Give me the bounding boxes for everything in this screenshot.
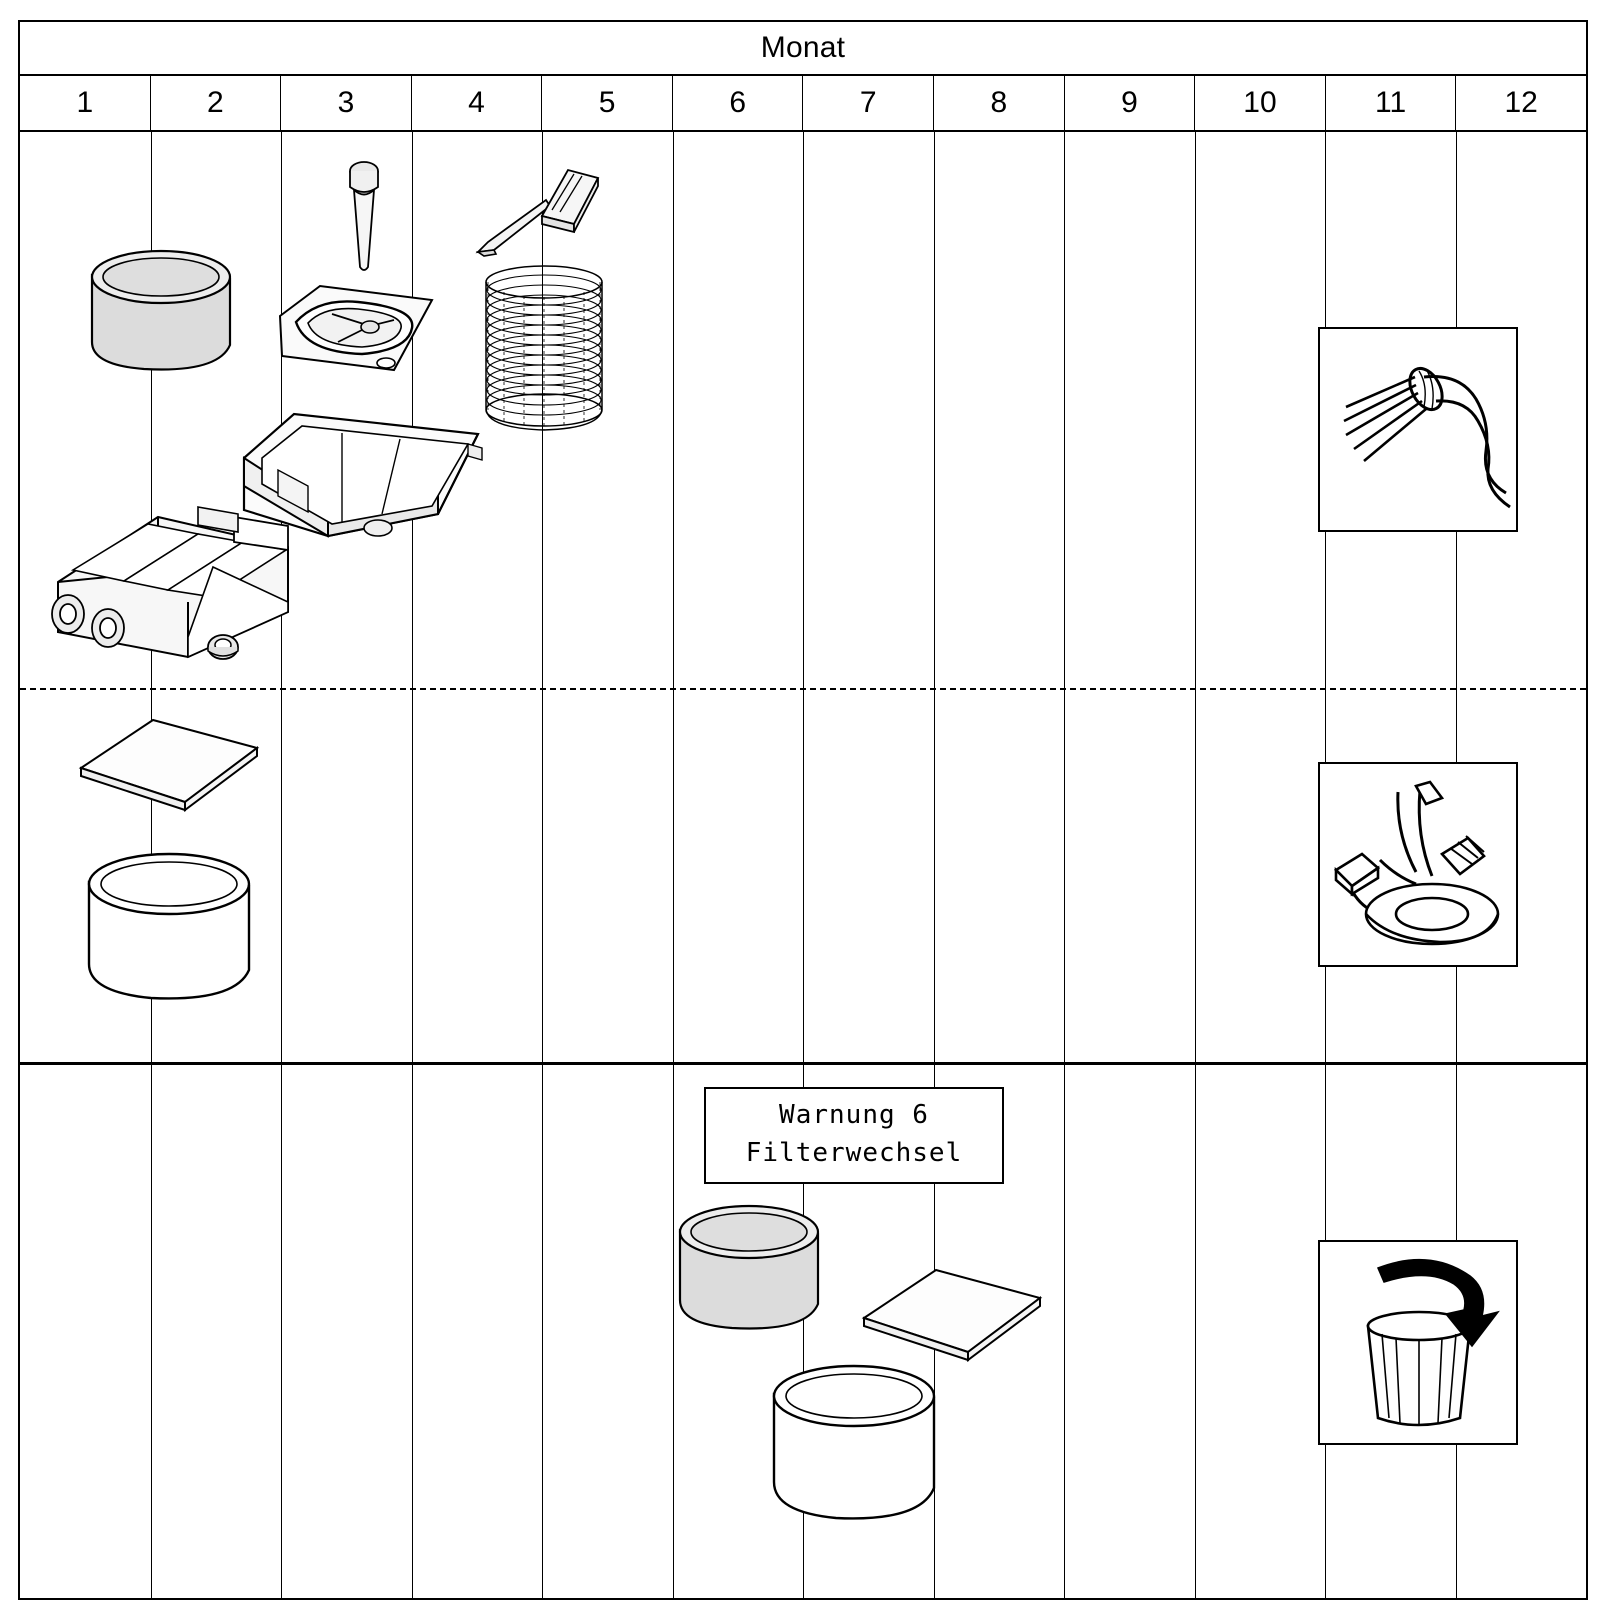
month-header-1: 1 [20, 76, 151, 130]
filter-cartridge-outline [75, 842, 265, 1022]
warning-line-2: Filterwechsel [745, 1137, 963, 1168]
column-divider-8 [1064, 132, 1065, 1598]
month-header-7: 7 [803, 76, 934, 130]
warning-line-1: Warnung 6 [779, 1100, 929, 1130]
row-divider-dashed [20, 688, 1586, 690]
filter-cartridge-grey [82, 247, 242, 387]
cone-tool [340, 157, 388, 277]
diagram-frame [18, 20, 1588, 1600]
month-header-8: 8 [934, 76, 1065, 130]
month-header-9: 9 [1065, 76, 1196, 130]
dust-container-frame [232, 400, 492, 550]
clip-bracket [534, 160, 606, 240]
column-divider-5 [673, 132, 674, 1598]
month-header-2: 2 [151, 76, 282, 130]
filter-cartridge-outline-used [760, 1354, 950, 1544]
month-header-4: 4 [412, 76, 543, 130]
month-header-10: 10 [1195, 76, 1326, 130]
brush-hose-pictogram-box [1318, 327, 1518, 532]
trash-disposal-pictogram-box [1318, 1240, 1518, 1445]
page-title: Monat [20, 22, 1586, 76]
diagram-body [20, 132, 1586, 1598]
small-screw [205, 630, 241, 664]
month-header-12: 12 [1504, 86, 1538, 119]
column-divider-9 [1195, 132, 1196, 1598]
flat-filter-sheet [75, 710, 265, 820]
row-divider-solid [20, 1062, 1586, 1065]
month-header-5: 5 [542, 76, 673, 130]
warning-filter-change-box [704, 1087, 1004, 1184]
month-header-11: 11 [1326, 76, 1457, 130]
filter-cartridge-grey-used [670, 1200, 830, 1350]
nozzle-cover-plate [266, 270, 446, 390]
month-header-row [20, 76, 1586, 132]
month-header-3: 3 [281, 76, 412, 130]
pleated-filter-coil [464, 260, 624, 445]
month-header-6: 6 [673, 76, 804, 130]
vacuum-cleaner-pictogram-box [1318, 762, 1518, 967]
